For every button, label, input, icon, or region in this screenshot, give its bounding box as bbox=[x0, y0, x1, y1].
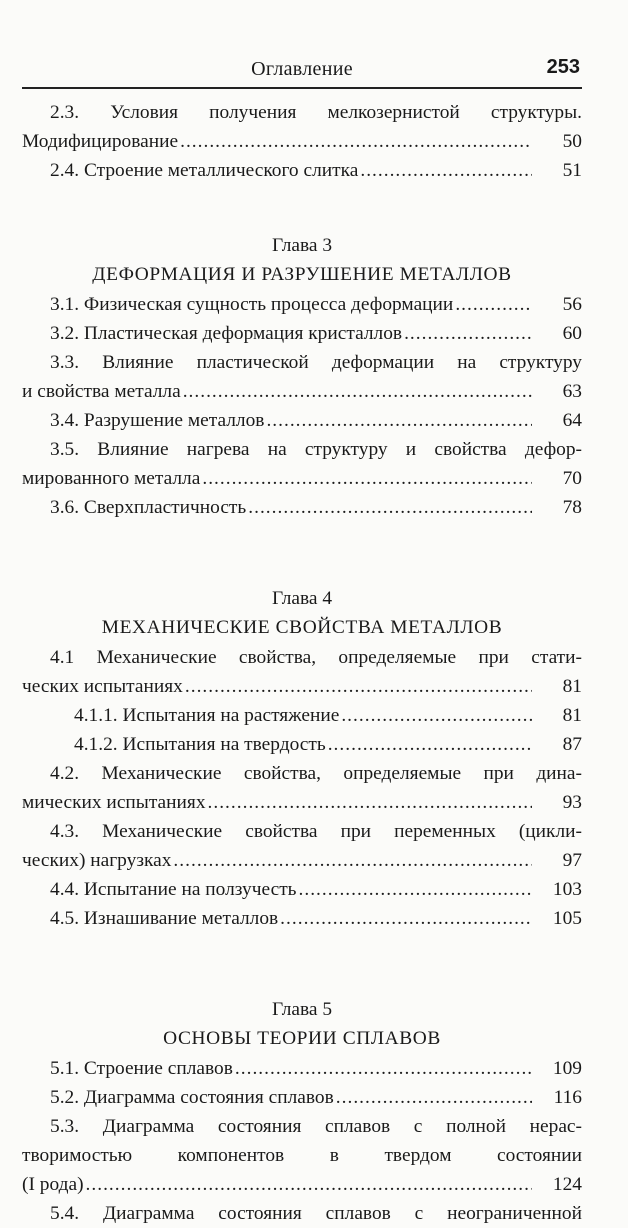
toc-entry bbox=[22, 672, 582, 701]
toc-entry bbox=[22, 1170, 582, 1199]
leader-dots bbox=[248, 493, 532, 522]
toc-entry-text: 3.5. Влияние нагрева на структуру и свойства дефор- bbox=[50, 439, 582, 460]
toc-entry bbox=[22, 319, 582, 348]
toc-entry bbox=[22, 406, 582, 435]
toc-entry bbox=[22, 701, 582, 730]
toc-entry-text: 4.2. Механические свойства, определяемые при дина- bbox=[50, 763, 582, 784]
toc-page-number: 78 bbox=[562, 497, 582, 518]
chapter-title: ДЕФОРМАЦИЯ И РАЗРУШЕНИЕ МЕТАЛЛОВ bbox=[92, 264, 512, 285]
toc-entry bbox=[22, 493, 582, 522]
toc-entry-title: 3.2. Пластическая деформация кристаллов bbox=[50, 323, 403, 344]
toc-page-number: 60 bbox=[562, 323, 582, 344]
toc-entry bbox=[22, 788, 582, 817]
chapter-label: Глава 3 bbox=[271, 235, 333, 256]
toc-page-number: 93 bbox=[562, 792, 582, 813]
toc-entry-title: 5.2. Диаграмма состояния сплавов bbox=[50, 1087, 334, 1108]
toc-page-number: 105 bbox=[552, 908, 582, 929]
chapter-label: Глава 4 bbox=[271, 588, 333, 609]
toc-entry bbox=[22, 1054, 582, 1083]
toc-page-number: 97 bbox=[562, 850, 582, 871]
page-title: Оглавление bbox=[251, 58, 353, 80]
chapter-title: МЕХАНИЧЕСКИЕ СВОЙСТВА МЕТАЛЛОВ bbox=[101, 617, 503, 638]
leader-dots bbox=[299, 875, 532, 904]
toc-page-number: 124 bbox=[552, 1174, 582, 1195]
toc-entry-text: 5.3. Диаграмма состояния сплавов с полной нерас- bbox=[50, 1116, 582, 1137]
toc-entry-title: 4.1.2. Испытания на твердость bbox=[74, 734, 326, 755]
chapter-label: Глава 5 bbox=[271, 999, 333, 1020]
page-number: 253 bbox=[546, 56, 580, 78]
toc-entry-text: творимостью компонентов в твердом состоянии bbox=[22, 1145, 582, 1166]
leader-dots bbox=[235, 1054, 532, 1083]
toc-page-number: 64 bbox=[562, 410, 582, 431]
leader-dots bbox=[173, 846, 532, 875]
toc-page-number: 116 bbox=[553, 1087, 582, 1108]
toc-entry-title: 3.1. Физическая сущность процесса деформации bbox=[50, 294, 454, 315]
toc-entry bbox=[22, 846, 582, 875]
toc-entry bbox=[22, 1083, 582, 1112]
toc-page-number: 87 bbox=[562, 734, 582, 755]
toc-entry bbox=[22, 290, 582, 319]
leader-dots bbox=[341, 701, 532, 730]
leader-dots bbox=[202, 464, 532, 493]
toc-entry-title: 4.1.1. Испытания на растяжение bbox=[74, 705, 340, 726]
running-header bbox=[22, 56, 582, 86]
toc-entry-text: 4.1 Механические свойства, определяемые при стати- bbox=[50, 647, 582, 668]
leader-dots bbox=[86, 1170, 532, 1199]
leader-dots bbox=[183, 377, 532, 406]
toc-entry bbox=[22, 464, 582, 493]
header-rule bbox=[22, 87, 582, 89]
toc-page-number: 63 bbox=[562, 381, 582, 402]
toc-entry-title: и свойства металла bbox=[22, 381, 181, 402]
toc-entry-title: 5.1. Строение сплавов bbox=[50, 1058, 233, 1079]
leader-dots bbox=[266, 406, 532, 435]
toc-entry-title: Модифицирование bbox=[22, 131, 179, 152]
toc-page-number: 81 bbox=[562, 676, 582, 697]
toc-page-number: 50 bbox=[562, 131, 582, 152]
toc-entry bbox=[22, 875, 582, 904]
toc-entry: 2.4. Строение металлического слитка ..... 51 bbox=[22, 156, 582, 185]
toc-page-number: 70 bbox=[562, 468, 582, 489]
leader-dots bbox=[180, 127, 532, 156]
leader-dots bbox=[208, 788, 532, 817]
toc-entry-text: 3.3. Влияние пластической деформации на структуру bbox=[50, 352, 582, 373]
leader-dots bbox=[185, 672, 532, 701]
toc-entry-title: 3.6. Сверхпластичность bbox=[50, 497, 247, 518]
leader-dots bbox=[455, 290, 532, 319]
toc-entry bbox=[22, 730, 582, 759]
toc-page-number: 109 bbox=[552, 1058, 582, 1079]
leader-dots bbox=[336, 1083, 532, 1112]
table-of-contents bbox=[22, 98, 582, 1228]
leader-dots bbox=[328, 730, 532, 759]
toc-entry-title: 4.4. Испытание на ползучесть bbox=[50, 879, 297, 900]
toc-entry bbox=[22, 377, 582, 406]
toc-entry-text: 4.3. Механические свойства при переменных (цикли- bbox=[50, 821, 582, 842]
toc-page-number: 51 bbox=[562, 160, 582, 181]
toc-page-number: 81 bbox=[562, 705, 582, 726]
toc-entry-title: (I рода) bbox=[22, 1174, 84, 1195]
leader-dots bbox=[404, 319, 532, 348]
chapter-title: ОСНОВЫ ТЕОРИИ СПЛАВОВ bbox=[163, 1028, 441, 1049]
leader-dots bbox=[360, 156, 532, 185]
toc-entry-text: 2.3. Условия получения мелкозернистой структуры. bbox=[50, 102, 582, 123]
toc-page-number: 103 bbox=[552, 879, 582, 900]
toc-entry-title: мических испытаниях bbox=[22, 792, 206, 813]
toc-entry bbox=[22, 127, 582, 156]
toc-entry-title: Строение металлического слитка bbox=[83, 160, 359, 181]
toc-entry-title: ческих испытаниях bbox=[22, 676, 183, 697]
toc-entry-title: мированного металла bbox=[22, 468, 201, 489]
toc-entry-title: ческих) нагрузках bbox=[22, 850, 172, 871]
toc-entry-text: 5.4. Диаграмма состояния сплавов с неограниченной bbox=[50, 1203, 582, 1224]
toc-entry-title: 3.4. Разрушение металлов bbox=[50, 410, 265, 431]
toc-entry-title: 4.5. Изнашивание металлов bbox=[50, 908, 279, 929]
toc-page-number: 56 bbox=[562, 294, 582, 315]
leader-dots bbox=[280, 904, 532, 933]
toc-entry bbox=[22, 904, 582, 933]
